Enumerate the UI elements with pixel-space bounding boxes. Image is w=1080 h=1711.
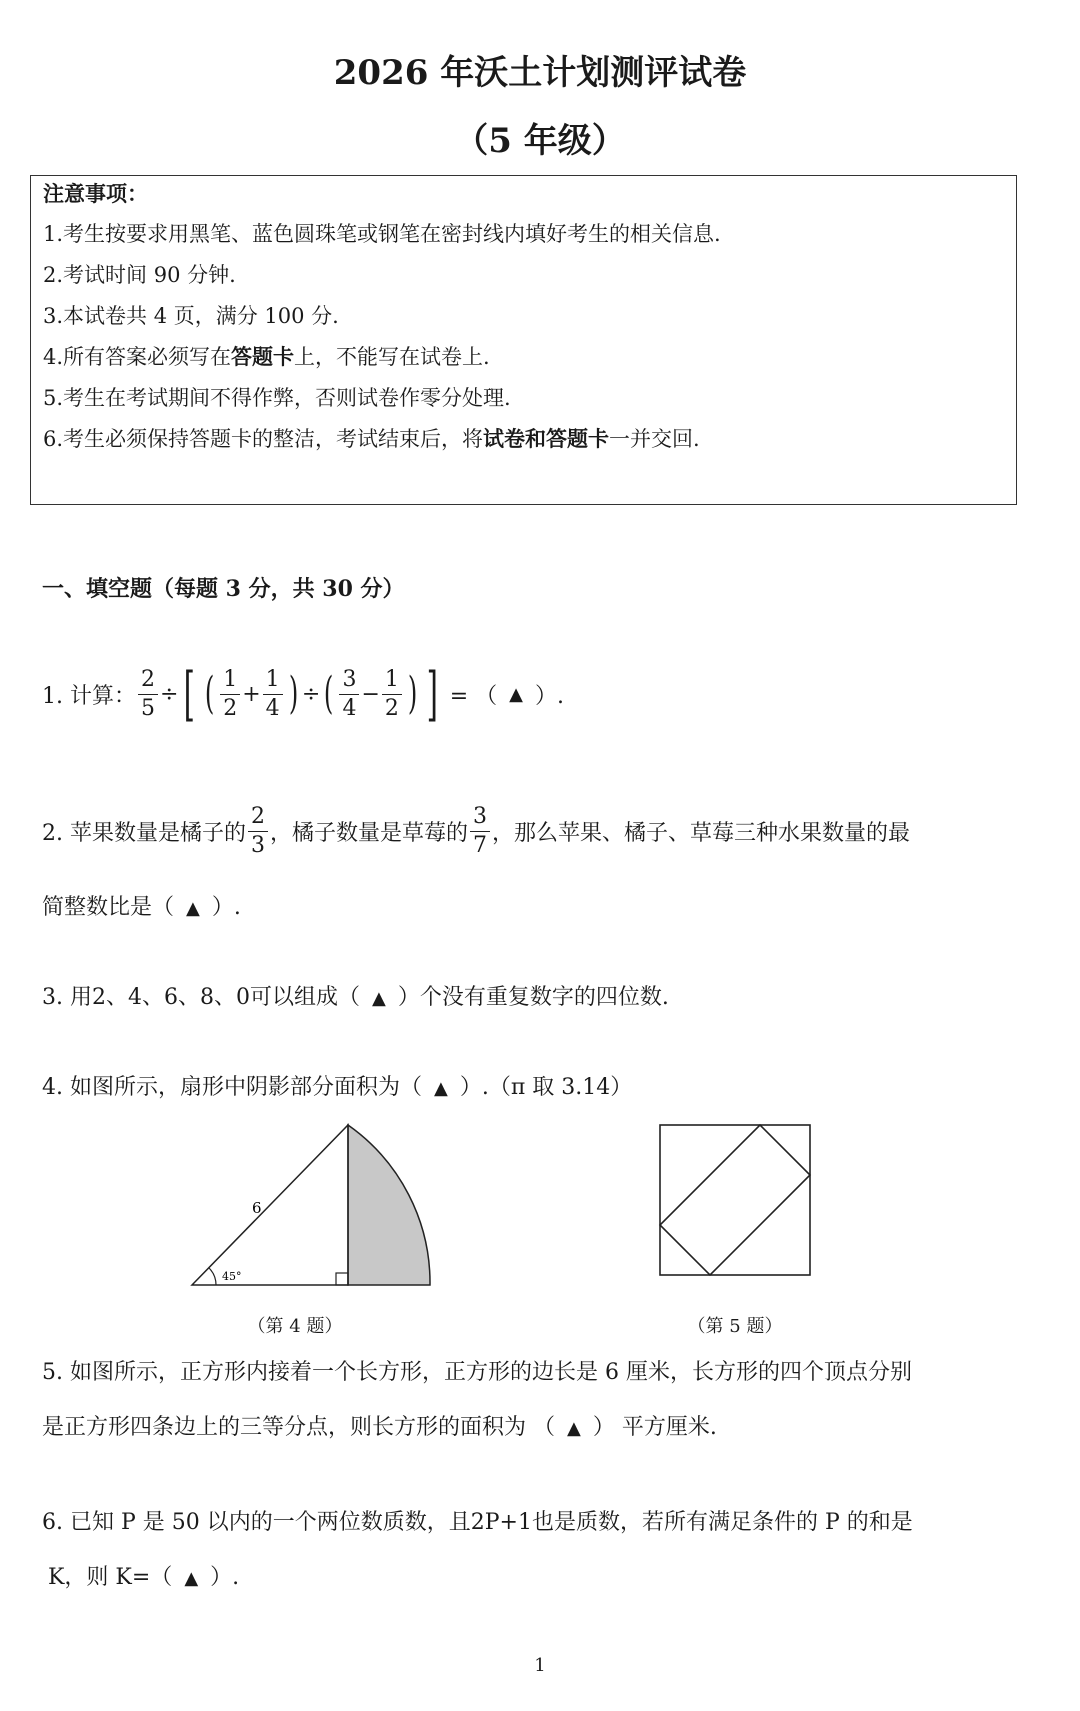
- question-4: [42, 1070, 632, 1101]
- question-6-line1: 6. 已知 P 是 50 以内的一个两位数质数，且2P+1也是质数，若所有满足条件的 P 的和是: [42, 1510, 913, 1535]
- notice-item-1: 1.考生按要求用黑笔、蓝色圆珠笔或钢笔在密封线内填好考生的相关信息.: [43, 222, 721, 246]
- angle-label: 45°: [222, 1270, 242, 1283]
- close-paren: ): [407, 668, 418, 719]
- notice-item-5: 5.考生在考试期间不得作弊，否则试卷作零分处理.: [43, 386, 511, 410]
- notice-item-2: 2.考试时间 90 分钟.: [43, 263, 236, 287]
- page-number: 1: [534, 1655, 546, 1676]
- q4-pre: 4. 如图所示，扇形中阴影部分面积为（: [42, 1075, 422, 1100]
- question-5-line2: [42, 1410, 717, 1441]
- inner-rectangle: [660, 1125, 810, 1275]
- q3-pre: 3. 用2、4、6、8、0可以组成（: [42, 985, 360, 1010]
- close-paren: ): [288, 668, 298, 719]
- answer-blank-triangle: ▲: [509, 683, 523, 705]
- divide-sign: ÷: [159, 681, 179, 707]
- q2-line2-post: ）.: [211, 895, 241, 920]
- q1-suffix: ）.: [534, 683, 564, 709]
- q2-text-c: ，那么苹果、橘子、草莓三种水果数量的最: [492, 821, 911, 846]
- notice-6-post: 一并交回.: [609, 427, 700, 451]
- section-heading: 一、填空题（每题 3 分，共 30 分）: [42, 576, 405, 602]
- notice-item-6: [43, 423, 700, 453]
- notice-6-pre: 6.考生必须保持答题卡的整洁，考试结束后，将: [43, 427, 484, 451]
- q1-equals: = （: [449, 683, 498, 709]
- side-label: 6: [252, 1199, 262, 1217]
- question-2-line2: [42, 890, 241, 921]
- open-paren: (: [324, 668, 334, 719]
- minus-sign: −: [361, 681, 380, 707]
- answer-blank-triangle: ▲: [186, 898, 200, 919]
- q1-fraction-1-2b: $\frac{1}{2}$: [382, 669, 402, 720]
- right-angle-mark: [336, 1273, 348, 1285]
- question-5-line1: 5. 如图所示，正方形内接着一个长方形，正方形的边长是 6 厘米，长方形的四个顶点分别: [42, 1360, 912, 1385]
- divide-sign: ÷: [301, 681, 321, 707]
- q2-text-a: 2. 苹果数量是橘子的: [42, 821, 246, 846]
- answer-blank-triangle: ▲: [371, 988, 386, 1009]
- question-6-line2: [48, 1560, 239, 1591]
- q2-fraction-2-3: $\frac{2}{3}$: [248, 806, 268, 857]
- question-3: [42, 980, 669, 1011]
- q2-line2-pre: 简整数比是（: [42, 895, 175, 920]
- q1-fraction-1-4: $\frac{1}{4}$: [263, 669, 283, 720]
- q2-fraction-3-7: $\frac{3}{7}$: [470, 806, 490, 857]
- outer-square: [660, 1125, 810, 1275]
- shaded-region: [348, 1125, 430, 1285]
- notice-item-3: 3.本试卷共 4 页，满分 100 分.: [43, 304, 339, 328]
- answer-blank-triangle: ▲: [567, 1418, 581, 1439]
- notice-heading: 注意事项：: [43, 181, 148, 206]
- grade-label: （5 年级）: [454, 121, 626, 161]
- answer-blank-triangle: ▲: [434, 1078, 448, 1099]
- right-triangle: [192, 1125, 348, 1285]
- notice-4-pre: 4.所有答案必须写在: [43, 345, 232, 369]
- q1-fraction-3-4: $\frac{3}{4}$: [339, 669, 359, 720]
- answer-blank-triangle: ▲: [184, 1568, 199, 1589]
- notice-box: [30, 175, 1017, 505]
- notice-4-post: 上，不能写在试卷上.: [294, 345, 490, 369]
- notice-6-bold: 试卷和答题卡: [483, 426, 610, 451]
- question-2: [42, 806, 910, 857]
- figure-4-caption: （第 4 题）: [247, 1316, 343, 1337]
- open-bracket: [: [184, 660, 196, 728]
- figure-5-caption: （第 5 题）: [687, 1316, 783, 1337]
- question-1: [42, 660, 564, 728]
- open-paren: (: [204, 668, 215, 719]
- q1-fraction-1-2: $\frac{1}{2}$: [220, 669, 240, 720]
- exam-title: 2026 年沃土计划测评试卷: [333, 53, 747, 93]
- angle-arc: [209, 1268, 216, 1285]
- notice-4-bold: 答题卡: [231, 344, 295, 369]
- q1-fraction-2-5: $\frac{2}{5}$: [138, 669, 158, 720]
- q6-line2-post: ）.: [210, 1565, 240, 1590]
- q4-post: ）.（π 取 3.14）: [459, 1075, 633, 1100]
- q6-line2-pre: K，则 K=（: [48, 1565, 173, 1590]
- notice-item-4: [43, 341, 490, 371]
- figure-4-triangle-sector: [180, 1120, 450, 1295]
- q3-post: ）个没有重复数字的四位数.: [397, 985, 669, 1010]
- figure-5-square-rectangle: [655, 1120, 815, 1280]
- q5-line2-pre: 是正方形四条边上的三等分点，则长方形的面积为 （: [42, 1415, 555, 1440]
- plus-sign: +: [242, 681, 261, 707]
- q5-line2-post: ） 平方厘米.: [592, 1415, 717, 1440]
- q2-text-b: ，橘子数量是草莓的: [269, 821, 468, 846]
- q1-prefix: 1. 计算：: [42, 683, 136, 709]
- close-bracket: ]: [426, 660, 439, 728]
